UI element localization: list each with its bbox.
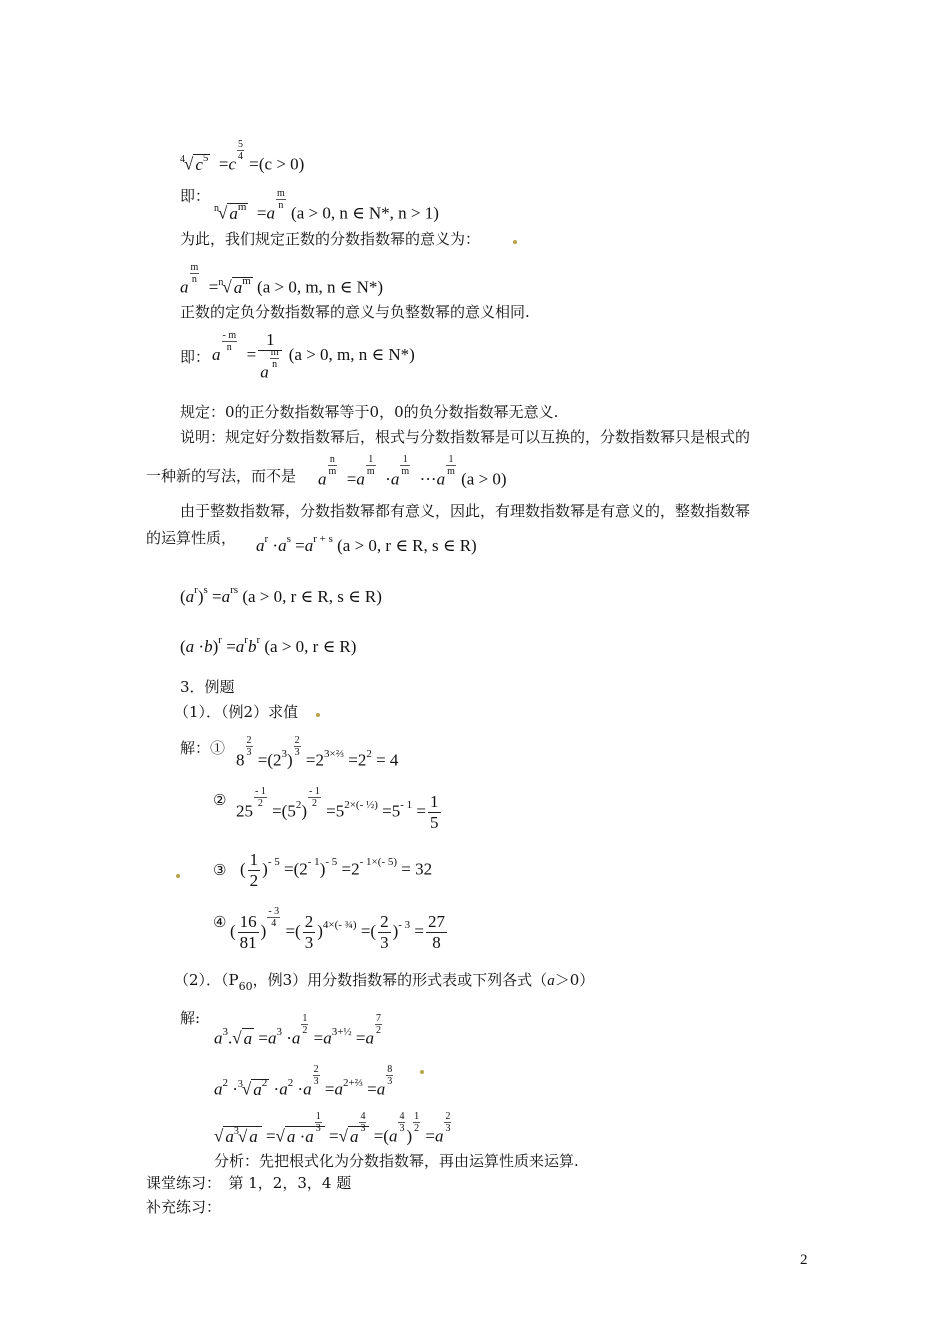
text-case-4: ④ <box>213 913 227 931</box>
text-since-2: 的运算性质， <box>146 529 237 547</box>
speck-mark <box>176 874 180 878</box>
formula-2-condition: (a > 0, n ∈ N*, n > 1) <box>291 203 439 223</box>
text-solution-2: 解: <box>180 1009 201 1027</box>
text-rule-zero: 规定：0的正分数指数幂等于0，0的负分数指数幂无意义. <box>180 403 559 421</box>
example-2-page-sub: 60 <box>238 980 253 993</box>
formula-root-c: $^4$√ $c^5 =c$ $\frac{5}{4}$ =(c > 0) <box>180 139 305 174</box>
formula-example-4: ( $\frac{16}{81}$ ) $\frac{- 3}{4}$ =( $\frac{2}{3}$ )$^{4\times(- \frac{3}{4})}$ =( $\frac{2}{3}$ )$^{- 3}$ = $\frac{27}{8}$ <box>230 906 445 953</box>
speck-mark <box>316 713 320 717</box>
example-2-prefix: （2）．（P <box>174 971 239 989</box>
text-ji-2: 即： <box>180 348 211 366</box>
text-note-1: 说明：规定好分数指数幂后，根式与分数指数幂是可以互换的，分数指数幂只是根式的 <box>180 428 751 446</box>
page-number: 2 <box>800 1252 808 1268</box>
formula-5-condition: (a > 0) <box>461 469 507 489</box>
text-example-heading: 3．例题 <box>180 678 235 696</box>
formula-example-2: 25 $\frac{- 1}{2}$ $=(5^2)$ $\frac{- 1}{2}$ $=5^{2\times(- \frac{1}{2})} =5^{- 1}$ = $\frac{1}{5}$ <box>236 786 439 833</box>
formula-negative: a $\frac{- m}{n}$ = 1 a $\frac{m}{n}$ (a > 0, m, n ∈ N*) <box>212 329 415 382</box>
example-2-var: a <box>547 973 555 989</box>
formula-example-3: ( $\frac{1}{2}$ )$^{- 5} =(2^{- 1})^{- 5} =2^{- 1\times(- 5)} = 32$ <box>240 850 433 890</box>
speck-mark <box>420 1070 424 1074</box>
formula-example-7: √ $a^3√$ a =√ a ·a $\frac{1}{3}$ =√ a $\frac{4}{3}$ =(a $\frac{4}{3}$ ) $\frac{1}{2}$ =a $\frac{2}{3}$ <box>214 1111 451 1146</box>
text-case-3: ③ <box>213 861 227 879</box>
formula-1-condition: =(c > 0) <box>249 154 305 174</box>
text-since-1: 由于整数指数幂，分数指数幂都有意义，因此，有理数指数幂是有意义的，整数指数幂 <box>180 502 751 520</box>
formula-root-a: $^n$√ $a^m =a$ $\frac{m}{n}$ (a > 0, n ∈ N*, n > 1) <box>214 188 439 223</box>
speck-mark <box>513 240 517 244</box>
text-example-2 <box>174 970 594 992</box>
formula-example-1: 8 $\frac{2}{3}$ $=(2^3)$ $\frac{2}{3}$ $=2^{3\times\frac{2}{3}} =2^2 = 4$ <box>236 735 399 770</box>
formula-def: a $\frac{m}{n}$ =$^n$√ $a^m$ (a > 0, m, n ∈ N*) <box>180 262 384 297</box>
text-extra-practice: 补充练习： <box>146 1198 222 1216</box>
text-note-2: 一种新的写法，而不是 <box>146 467 297 485</box>
text-class-practice: 课堂练习： 第 1，2，3，4 题 <box>146 1174 352 1192</box>
formula-6-condition: (a > 0, r ∈ R, s ∈ R) <box>337 536 477 555</box>
example-2-end: ＞0） <box>554 971 595 989</box>
formula-not-product: a $\frac{n}{m}$ =a $\frac{1}{m}$ ·a $\frac{1}{m}$ ···a $\frac{1}{m}$ (a > 0) <box>318 454 507 489</box>
text-ji-1: 即： <box>180 187 211 205</box>
formula-4-condition: (a > 0, m, n ∈ N*) <box>288 345 415 365</box>
formula-8-condition: (a > 0, r ∈ R) <box>264 637 357 656</box>
formula-7-condition: (a > 0, r ∈ R, s ∈ R) <box>242 587 382 606</box>
formula-3-condition: (a > 0, m, n ∈ N*) <box>257 277 384 297</box>
formula-prop-1: $a^r \cdot a^s =a^{r + s}$ (a > 0, r ∈ R, s ∈ R) <box>256 533 477 555</box>
example-1-result: = 4 <box>376 750 399 770</box>
formula-example-6: $a^2 \cdot^3√$ $a^2 \cdot a^2 \cdot a$ $\frac{2}{3}$ $=a^{2+\frac{2}{3}} =a$ $\frac{8}{3}$ <box>214 1064 393 1099</box>
text-define: 为此，我们规定正数的分数指数幂的意义为： <box>180 230 481 248</box>
formula-prop-3: $(a \cdot b)^r =a^rb^r$ (a > 0, r ∈ R) <box>180 634 357 656</box>
example-2-text: ，例3）用分数指数幂的形式表或下列各式（ <box>252 971 548 989</box>
text-example-1: （1）．（例2）求值 <box>174 703 299 721</box>
text-analysis: 分析：先把根式化为分数指数幂，再由运算性质来运算. <box>214 1152 579 1170</box>
text-case-2: ② <box>213 791 227 809</box>
formula-example-5: $a^3.√$ $a =a^3 \cdot a$ $\frac{1}{2}$ $=a^{3+\frac{1}{2}} =a$ $\frac{7}{2}$ <box>214 1013 382 1048</box>
example-3-result: = 32 <box>401 859 433 879</box>
text-negdef: 正数的定负分数指数幂的意义与负整数幂的意义相同. <box>180 303 530 321</box>
formula-prop-2: $(a^r)^s =a^{rs}$ (a > 0, r ∈ R, s ∈ R) <box>180 584 382 606</box>
text-solution-1: 解：① <box>180 739 226 757</box>
